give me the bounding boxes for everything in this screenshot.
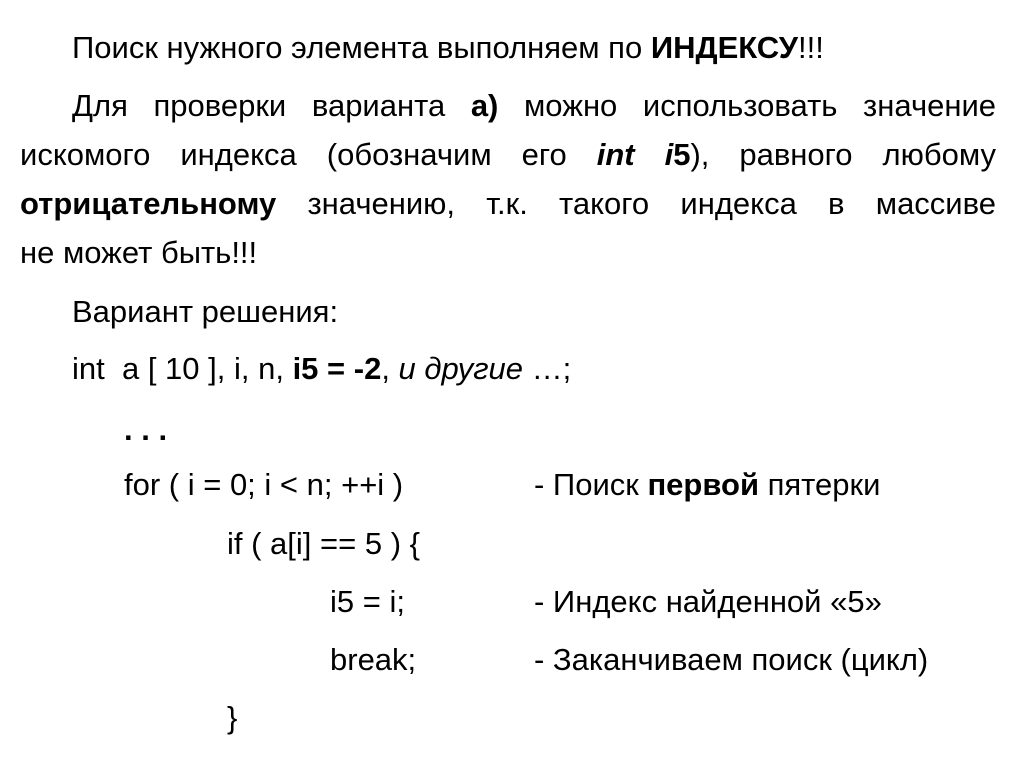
paragraph-line-3 bbox=[20, 186, 996, 222]
p2-l1-a: Для проверки варианта bbox=[72, 88, 471, 123]
comment-for-bold: первой bbox=[647, 467, 759, 502]
code-close-brace: } bbox=[227, 700, 238, 735]
p2-l2-a: искомого индекса (обозначим его bbox=[20, 137, 597, 172]
p2-l1-bold: а) bbox=[470, 88, 499, 123]
comment-for-b: пятерки bbox=[759, 467, 881, 502]
code-assign: i5 = i; bbox=[330, 584, 405, 619]
code-break: break; bbox=[330, 642, 417, 677]
solution-heading: Вариант решения: bbox=[72, 294, 339, 329]
p1-text-b: !!! bbox=[798, 30, 824, 65]
decl-tail: …; bbox=[523, 351, 572, 386]
decl-italic: и другие bbox=[398, 351, 524, 386]
decl-a: int a [ 10 ], i, n, bbox=[72, 351, 293, 386]
paragraph-line-2 bbox=[20, 137, 996, 173]
p2-l2-int: int bbox=[596, 137, 635, 172]
p2-l2-i: i bbox=[664, 137, 674, 172]
code-declaration bbox=[72, 351, 571, 387]
code-for-loop: for ( i = 0; i < n; ++i ) bbox=[124, 467, 404, 502]
code-ellipsis: . . . bbox=[124, 412, 168, 447]
paragraph-line-4: не может быть!!! bbox=[20, 235, 258, 270]
p2-l2-five: 5 bbox=[673, 137, 691, 172]
p2-l2-b: ), равного любому bbox=[690, 137, 996, 172]
paragraph-line-1 bbox=[20, 88, 996, 124]
p1-bold-index: ИНДЕКСУ bbox=[650, 30, 799, 65]
comment-for-a: - Поиск bbox=[534, 467, 648, 502]
paragraph-search-by-index bbox=[72, 30, 824, 66]
p1-text-a: Поиск нужного элемента выполняем по bbox=[72, 30, 651, 65]
p2-l3-b: значению, т.к. такого индекса в массиве bbox=[276, 186, 996, 221]
decl-bold: i5 = -2 bbox=[292, 351, 382, 386]
p2-l3-bold: отрицательному bbox=[20, 186, 277, 221]
code-if: if ( a[i] == 5 ) { bbox=[227, 526, 420, 561]
comment-first-five bbox=[534, 467, 880, 503]
p2-l2-space bbox=[635, 137, 665, 172]
decl-comma: , bbox=[381, 351, 399, 386]
p2-l1-b: можно использовать значение bbox=[498, 88, 997, 123]
comment-end-search: - Заканчиваем поиск (цикл) bbox=[534, 642, 929, 677]
comment-index-found: - Индекс найденной «5» bbox=[534, 584, 882, 619]
